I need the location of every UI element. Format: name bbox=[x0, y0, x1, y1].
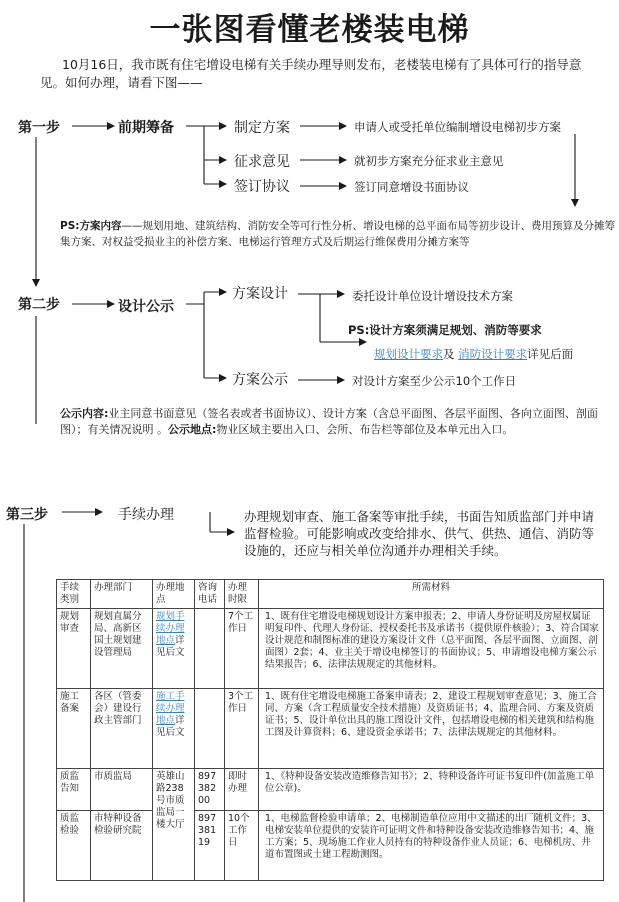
cell-type: 规划审查 bbox=[57, 609, 91, 689]
cell-dept: 市质监局 bbox=[91, 769, 153, 811]
step1-ps-note: PS:方案内容——规划用地、建筑结构、消防安全等可行性分析、增设电梯的总平面布局等初步设计、费用预算及分摊筹集方案、对权益受损业主的补偿方案、电梯运行管理方式及后期运行维保费用分摊方案等 bbox=[60, 220, 615, 248]
cell-time: 7个工作日 bbox=[225, 609, 259, 689]
col-header-place: 办理地点 bbox=[153, 580, 195, 609]
cell-type: 质监告知 bbox=[57, 769, 91, 811]
table-row bbox=[57, 609, 604, 689]
fire-requirements-link[interactable]: 消防设计要求 bbox=[458, 347, 528, 361]
step1-label: 第一步 bbox=[18, 117, 60, 137]
cell-place: 施工手续办理地点详见后文 bbox=[153, 689, 195, 769]
table-row bbox=[57, 769, 604, 811]
cell-time: 3个工作日 bbox=[225, 689, 259, 769]
procedure-table bbox=[56, 579, 604, 881]
col-header-materials: 所需材料 bbox=[259, 580, 604, 609]
cell-time: 10个工作日 bbox=[225, 811, 259, 881]
cell-materials: 1、电梯监督检验申请单；2、电梯制造单位应用中文描述的出厂随机文件；3、电梯安装单位提供的安装许可证明文件和特种设备安装改造维修告知书；4、施工方案；5、现场施工作业人员持有的特种设备作业人员证；6、电梯机房、井道布置图或土建工程勘测图。 bbox=[259, 811, 604, 881]
cell-phone bbox=[195, 689, 225, 769]
step2-item-2: 方案公示 bbox=[232, 372, 288, 388]
col-header-phone: 咨询电话 bbox=[195, 580, 225, 609]
cell-phone: 89738200 bbox=[195, 769, 225, 811]
cell-type: 施工备案 bbox=[57, 689, 91, 769]
col-header-time: 办理时限 bbox=[225, 580, 259, 609]
step2-phase: 设计公示 bbox=[118, 299, 174, 315]
step1-item-1: 制定方案 bbox=[234, 120, 290, 136]
step2-item-1: 方案设计 bbox=[232, 286, 288, 302]
table-header-row bbox=[57, 580, 604, 609]
step1-result-3: 签订同意增设书面协议 bbox=[354, 180, 469, 194]
step1-item-3: 签订协议 bbox=[234, 179, 290, 195]
step2-ps-title: PS:设计方案须满足规划、消防等要求 bbox=[348, 323, 542, 337]
step1-result-1: 申请人或受托单位编制增设电梯初步方案 bbox=[354, 120, 561, 134]
planning-requirements-link[interactable]: 规划设计要求 bbox=[374, 347, 443, 361]
col-header-dept: 办理部门 bbox=[91, 580, 153, 609]
cell-place: 规划手续办理地点详见后文 bbox=[153, 609, 195, 689]
construction-place-link[interactable]: 施工手续办理地点 bbox=[156, 691, 185, 726]
step2-result-2: 对设计方案至少公示10个工作日 bbox=[352, 374, 517, 388]
cell-phone: 89738119 bbox=[195, 811, 225, 881]
col-header-type: 手续类别 bbox=[57, 580, 91, 609]
cell-dept: 各区（管委会）建设行政主管部门 bbox=[91, 689, 153, 769]
cell-place: 英雄山路238号市质监局一楼大厅 bbox=[153, 769, 195, 881]
planning-place-link[interactable]: 规划手续办理地点 bbox=[156, 611, 185, 646]
cell-materials: 1、《特种设备安装改造维修告知书》；2、特种设备许可证书复印件(加盖施工单位公章)。 bbox=[259, 769, 604, 811]
step1-phase: 前期筹备 bbox=[118, 120, 174, 136]
step2-result-1: 委托设计单位设计增设技术方案 bbox=[352, 289, 513, 303]
step2-requirements: 规划设计要求及 消防设计要求详见后面 bbox=[374, 347, 574, 361]
cell-dept: 规划直属分局、高新区国土规划建设管理局 bbox=[91, 609, 153, 689]
table-row bbox=[57, 811, 604, 881]
step3-phase: 手续办理 bbox=[118, 507, 174, 523]
table-row bbox=[57, 689, 604, 769]
step2-notice-note: 公示内容:业主同意书面意见（签名表或者书面协议）、设计方案（含总平面图、各层平面图、各向立面图、剖面图）；有关情况说明 。公示地点:物业区域主要出入口、会所、布告栏等部位及本单元出入口。 bbox=[60, 407, 598, 436]
step1-result-2: 就初步方案充分征求业主意见 bbox=[354, 154, 504, 168]
cell-time: 即时办理 bbox=[225, 769, 259, 811]
cell-phone bbox=[195, 609, 225, 689]
cell-materials: 1、既有住宅增设电梯施工备案申请表；2、建设工程规划审查意见；3、施工合同、方案（含工程质量安全技术措施）及资质证书；4、监理合同、方案及资质证书；5、设计单位出具的施工图设计文件，包括增设电梯的相关建筑和结构施工图及计算资料；6、建设资金承诺书；7、法律法规规定的其他材料。 bbox=[259, 689, 604, 769]
page-title: 一张图看懂老楼装电梯 bbox=[149, 12, 470, 48]
step2-label: 第二步 bbox=[18, 294, 60, 314]
cell-type: 质监检验 bbox=[57, 811, 91, 881]
step3-label: 第三步 bbox=[6, 504, 48, 524]
step1-item-2: 征求意见 bbox=[234, 154, 290, 170]
cell-materials: 1、既有住宅增设电梯规划设计方案申报表；2、申请人身份证明及房屋权属证明复印件、代理人身份证、授权委托书及承诺书（提供原件核验）；3、符合国家设计规范和制图标准的建设方案设计文件（总平面图、各层平面图、立面图、剖面图）2套；4、业主关于增设电梯签订的书面协议；5、申请增设电梯方案公示结果报告；6、法律法规规定的其他材料。 bbox=[259, 609, 604, 689]
step3-description: 办理规划审查、施工备案等审批手续，书面告知质监部门并申请监督检验。可能影响或改变给排水、供气、供热、通信、消防等设施的，还应与相关单位沟通并办理相关手续。 bbox=[244, 509, 595, 558]
intro-text: 10月16日，我市既有住宅增设电梯有关手续办理导则发布，老楼装电梯有了具体可行的指导意见。如何办理，请看下图—— bbox=[40, 57, 582, 90]
cell-dept: 市特种设备检验研究院 bbox=[91, 811, 153, 881]
